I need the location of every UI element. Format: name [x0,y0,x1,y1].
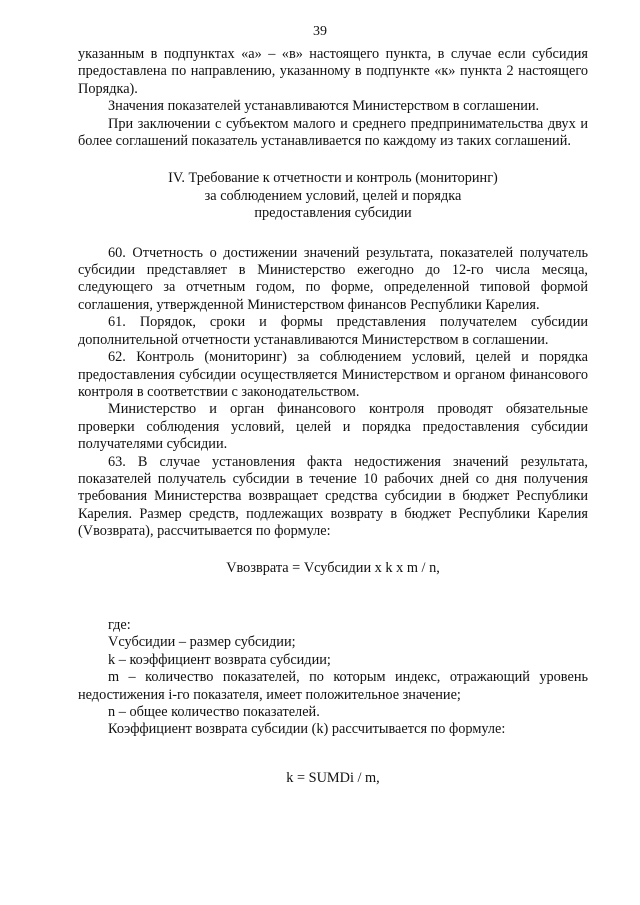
definition-n: n – общее количество показателей. [108,704,320,720]
page-number: 39 [313,24,327,39]
paragraph-61: 61. Порядок, сроки и формы представления получателем субсидии дополнительной отчетности устанавливаются Министерством в соглашении. [78,314,588,348]
document-body [78,46,588,787]
intro-paragraph: указанным в подпунктах «а» – «в» настоящего пункта, в случае если субсидия предоставлена по направлению, указанному в подпункте «к» пункта 2 настоящего Порядка). [78,46,588,97]
section-heading-line: за соблюдением условий, целей и порядка [204,187,462,204]
coefficient-intro: Коэффициент возврата субсидии (k) рассчитывается по формуле: [108,721,506,738]
section-heading [78,170,588,222]
paragraph-60: 60. Отчетность о достижении значений результата, показателей получатель субсидии представляет в Министерство ежегодно до 12-го числа месяца, следующего за отчетным годом, по форме, определенной типовой формой соглашения, утвержденной Министерством финансов Республики Карелия. [78,244,588,313]
definition-k: k – коэффициент возврата субсидии; [108,651,331,668]
where-label: где: [108,616,131,633]
formula-coefficient: k = SUMDi / m, [286,769,380,786]
paragraph-62: 62. Контроль (мониторинг) за соблюдением условий, целей и порядка предоставления субсидии осуществляется Министерством и органом финансового контроля в соответствии с законодательством. [78,349,588,400]
intro-paragraph: При заключении с субъектом малого и среднего предпринимательства двух и более соглашений показатель устанавливается по каждому из таких соглашений. [78,115,588,150]
paragraph-62-continued: Министерство и орган финансового контроля проводят обязательные проверки соблюдения условий, целей и порядка предоставления субсидии получателями субсидии. [78,401,588,453]
definition-m: m – количество показателей, по которым индекс, отражающий уровень недостижения i-го показателя, имеет положительное значение; [78,669,588,703]
paragraph-63: 63. В случае установления факта недостижения значений результата, показателей получатель субсидии в течение 10 рабочих дней со дня получения требования Министерства возвращает средства субсидии в бюджет Республики Карелия. Размер средств, подлежащих возврату в бюджет Республики Карелия (Vвозврата), рассчитывается по формуле: [78,453,588,540]
formula-return-amount: Vвозврата = Vсубсидии x k x m / n, [226,559,440,576]
definition-v-subsidy: Vсубсидии – размер субсидии; [108,634,296,651]
section-heading-line: IV. Требование к отчетности и контроль (мониторинг) [168,170,498,187]
section-heading-line: предоставления субсидии [254,205,412,222]
intro-paragraph: Значения показателей устанавливаются Министерством в соглашении. [108,98,540,115]
